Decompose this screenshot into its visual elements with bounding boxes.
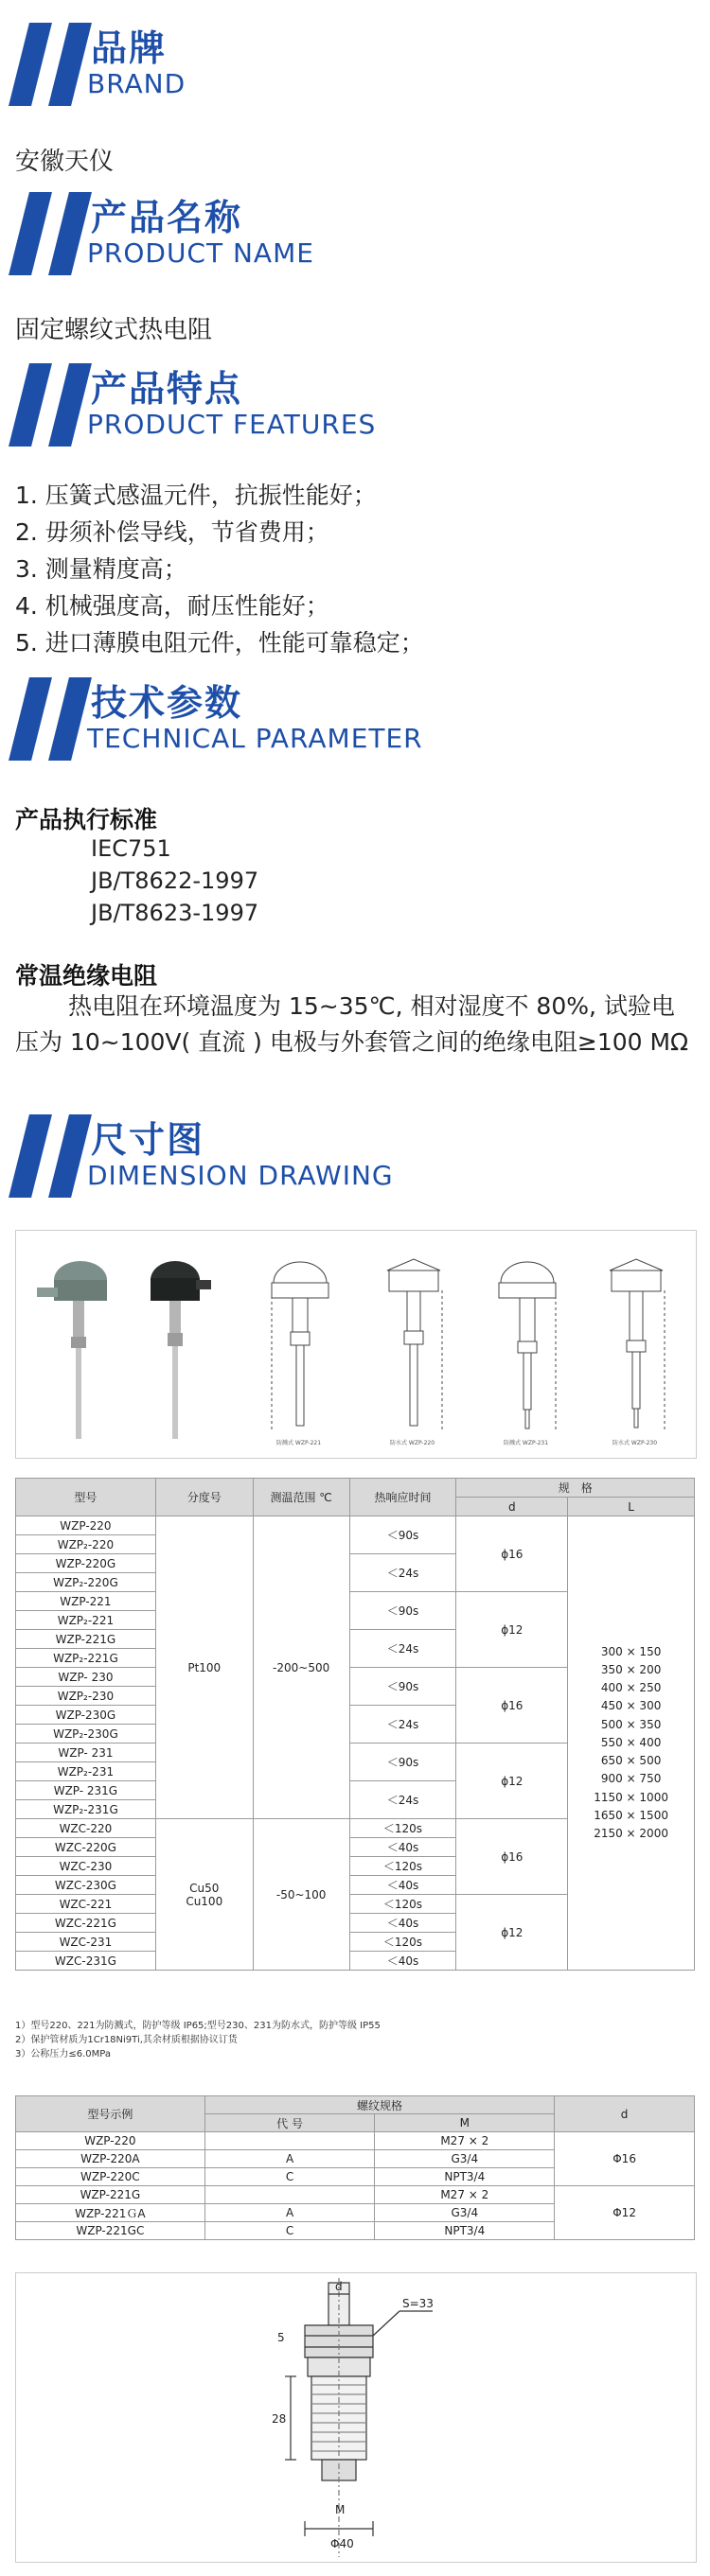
model-cell: WZP₂-221G [16, 1649, 156, 1668]
technical-header [0, 670, 710, 764]
L-value: 450 × 300 [600, 1699, 662, 1713]
model-cell: WZP₂-230G [16, 1725, 156, 1744]
th-code: 代 号 [204, 2114, 375, 2132]
model-cell: WZC-230 [16, 1857, 156, 1876]
model-cell: WZP- 230 [16, 1668, 156, 1687]
model-cell: WZP-220A [16, 2150, 205, 2168]
standard-item: JB/T8623-1997 [91, 900, 259, 926]
sensor-photo-dark [151, 1261, 211, 1439]
d-cell: ϕ12 [456, 1592, 568, 1668]
th-range: 测温范围 ℃ [253, 1479, 349, 1516]
response-cell: ＜24s [349, 1781, 456, 1819]
response-cell: ＜120s [349, 1819, 456, 1838]
L-cell [568, 1516, 695, 1971]
code-cell: C [204, 2168, 375, 2186]
model-cell: WZC-230G [16, 1876, 156, 1895]
technical-title-cn: 技术参数 [91, 682, 243, 724]
model-cell: WZC-231 [16, 1933, 156, 1952]
model-cell: WZC-221 [16, 1895, 156, 1914]
L-value: 1150 × 1000 [594, 1790, 668, 1804]
features-title-cn: 产品特点 [91, 368, 243, 410]
response-cell: ＜40s [349, 1838, 456, 1857]
drawing-caption: 防水式 WZP-230 [612, 1440, 658, 1446]
L-value: 550 × 400 [600, 1735, 662, 1749]
L-value: 2150 × 2000 [594, 1826, 668, 1840]
d-cell: ϕ16 [456, 1819, 568, 1895]
model-cell: WZP-221 [16, 1592, 156, 1611]
model-cell: WZP-230G [16, 1706, 156, 1725]
insulation-text: 热电阻在环境温度为 15~35℃, 相对湿度不 80%, 试验电压为 10~100V( 直流 ) 电极与外套管之间的绝缘电阻≥100 MΩ [15, 992, 689, 1056]
standard-item: IEC751 [91, 835, 171, 862]
dimension-header [0, 1107, 710, 1201]
code-cell [204, 2132, 375, 2150]
response-cell: ＜120s [349, 1933, 456, 1952]
model-cell: WZP₂-231 [16, 1762, 156, 1781]
model-cell: WZP-221G [16, 2186, 205, 2204]
insulation-title: 常温绝缘电阻 [15, 962, 158, 990]
th-model: 型号 [16, 1479, 156, 1516]
model-cell: WZP₂-231G [16, 1800, 156, 1819]
th-graduation: 分度号 [155, 1479, 253, 1516]
response-cell: ＜24s [349, 1554, 456, 1592]
model-cell: WZP- 231 [16, 1744, 156, 1762]
thread-table [15, 2095, 695, 2240]
response-cell: ＜90s [349, 1744, 456, 1781]
th-model-example: 型号示例 [16, 2096, 205, 2132]
L-value: 400 × 250 [600, 1681, 662, 1695]
product-photo-panel [15, 1230, 697, 1459]
product-name-value: 固定螺纹式热电阻 [15, 316, 213, 344]
code-cell [204, 2186, 375, 2204]
response-cell: ＜40s [349, 1876, 456, 1895]
line-drawings [272, 1259, 665, 1429]
th-response: 热响应时间 [349, 1479, 456, 1516]
table-notes [15, 2019, 381, 2061]
response-cell: ＜90s [349, 1668, 456, 1706]
drawing-caption: 防水式 WZP-220 [390, 1440, 435, 1446]
feature-item: 4. 机械强度高，耐压性能好； [15, 592, 329, 620]
model-cell: WZP₂-221 [16, 1611, 156, 1630]
model-cell: WZC-231G [16, 1952, 156, 1971]
standard-item: JB/T8622-1997 [91, 867, 259, 894]
label-offset: 5 [277, 2331, 285, 2344]
product-name-title-cn: 产品名称 [91, 197, 243, 238]
note-line: 2）保护管材质为1Cr18Ni9Ti,其余材质根据协议订货 [15, 2035, 238, 2045]
d-cell: ϕ12 [456, 1895, 568, 1971]
model-cell: WZC-220 [16, 1819, 156, 1838]
th-d: d [456, 1498, 568, 1516]
note-line: 3）公称压力≤6.0MPa [15, 2049, 111, 2059]
product-name-title-en: PRODUCT NAME [87, 237, 314, 269]
model-cell: WZP-221ＧA [16, 2204, 205, 2222]
th-spec: 规 格 [456, 1479, 695, 1498]
response-cell: ＜24s [349, 1630, 456, 1668]
d-cell: ϕ12 [456, 1744, 568, 1819]
feature-item: 5. 进口薄膜电阻元件，性能可靠稳定； [15, 629, 424, 657]
response-cell: ＜40s [349, 1952, 456, 1971]
model-cell: WZP-220 [16, 1516, 156, 1535]
model-cell: WZC-220G [16, 1838, 156, 1857]
brand-title-en: BRAND [87, 68, 186, 99]
L-value: 500 × 350 [600, 1717, 662, 1731]
label-length: 28 [272, 2412, 287, 2426]
spec-table [15, 1478, 695, 1971]
model-cell: WZP-220 [16, 2132, 205, 2150]
feature-item: 2. 毋须补偿导线，节省费用； [15, 518, 329, 546]
response-cell: ＜120s [349, 1895, 456, 1914]
d-cell: Φ16 [555, 2132, 695, 2186]
graduation-cell: Pt100 [155, 1516, 253, 1819]
note-line: 1）型号220、221为防溅式，防护等级 IP65;型号230、231为防水式，防护等级 IP55 [15, 2021, 381, 2031]
th-thread-spec: 螺纹规格 [204, 2096, 554, 2114]
m-cell: G3/4 [375, 2150, 555, 2168]
label-m: M [335, 2503, 346, 2516]
standard-title: 产品执行标准 [15, 806, 158, 833]
response-cell: ＜24s [349, 1706, 456, 1744]
model-cell: WZP-221GC [16, 2222, 205, 2240]
fitting-drawing-panel [15, 2272, 697, 2563]
range-cell: -50~100 [253, 1819, 349, 1971]
d-cell: Φ12 [555, 2186, 695, 2240]
code-cell: A [204, 2150, 375, 2168]
dimension-title-cn: 尺寸图 [91, 1119, 205, 1161]
response-cell: ＜90s [349, 1516, 456, 1554]
response-cell: ＜120s [349, 1857, 456, 1876]
L-value: 900 × 750 [600, 1772, 662, 1786]
model-cell: WZP₂-230 [16, 1687, 156, 1706]
model-cell: WZP- 231G [16, 1781, 156, 1800]
graduation-cell: Cu50 Cu100 [155, 1819, 253, 1971]
product-name-header [0, 184, 710, 279]
L-value: 300 × 150 [600, 1644, 662, 1658]
model-cell: WZP₂-220G [16, 1573, 156, 1592]
label-d: d [335, 2280, 343, 2293]
label-dia: Φ40 [330, 2537, 354, 2550]
model-cell: WZP-221G [16, 1630, 156, 1649]
drawing-caption: 防溅式 WZP-221 [276, 1440, 322, 1446]
L-value: 350 × 200 [600, 1663, 662, 1677]
code-cell: C [204, 2222, 375, 2240]
technical-title-en: TECHNICAL PARAMETER [87, 723, 423, 754]
m-cell: M27 × 2 [375, 2186, 555, 2204]
features-title-en: PRODUCT FEATURES [87, 409, 377, 440]
sensor-photo-grey [37, 1261, 107, 1439]
features-header [0, 356, 710, 450]
response-cell: ＜90s [349, 1592, 456, 1630]
range-cell: -200~500 [253, 1516, 349, 1819]
m-cell: M27 × 2 [375, 2132, 555, 2150]
m-cell: NPT3/4 [375, 2168, 555, 2186]
brand-header [0, 15, 710, 110]
features-list [15, 477, 424, 661]
model-cell: WZP-220G [16, 1554, 156, 1573]
d-cell: ϕ16 [456, 1668, 568, 1744]
brand-title-cn: 品牌 [91, 27, 168, 69]
code-cell: A [204, 2204, 375, 2222]
d-cell: ϕ16 [456, 1516, 568, 1592]
m-cell: NPT3/4 [375, 2222, 555, 2240]
feature-item: 3. 测量精度高； [15, 555, 187, 583]
L-value: 1650 × 1500 [594, 1808, 668, 1822]
feature-item: 1. 压簧式感温元件，抗振性能好； [15, 482, 377, 509]
brand-value: 安徽天仪 [15, 148, 115, 176]
dimension-title-en: DIMENSION DRAWING [87, 1160, 394, 1191]
drawing-caption: 防溅式 WZP-231 [504, 1440, 549, 1446]
model-cell: WZC-221G [16, 1914, 156, 1933]
th-d: d [555, 2096, 695, 2132]
product-photo-image [16, 1231, 696, 1458]
m-cell: G3/4 [375, 2204, 555, 2222]
L-value: 650 × 500 [600, 1754, 662, 1768]
response-cell: ＜40s [349, 1914, 456, 1933]
th-L: L [568, 1498, 695, 1516]
model-cell: WZP₂-220 [16, 1535, 156, 1554]
fitting-drawing [16, 2273, 696, 2562]
model-cell: WZP-220C [16, 2168, 205, 2186]
th-m: M [375, 2114, 555, 2132]
label-s: S=33 [402, 2297, 434, 2310]
spec-table-body [16, 1516, 695, 1971]
